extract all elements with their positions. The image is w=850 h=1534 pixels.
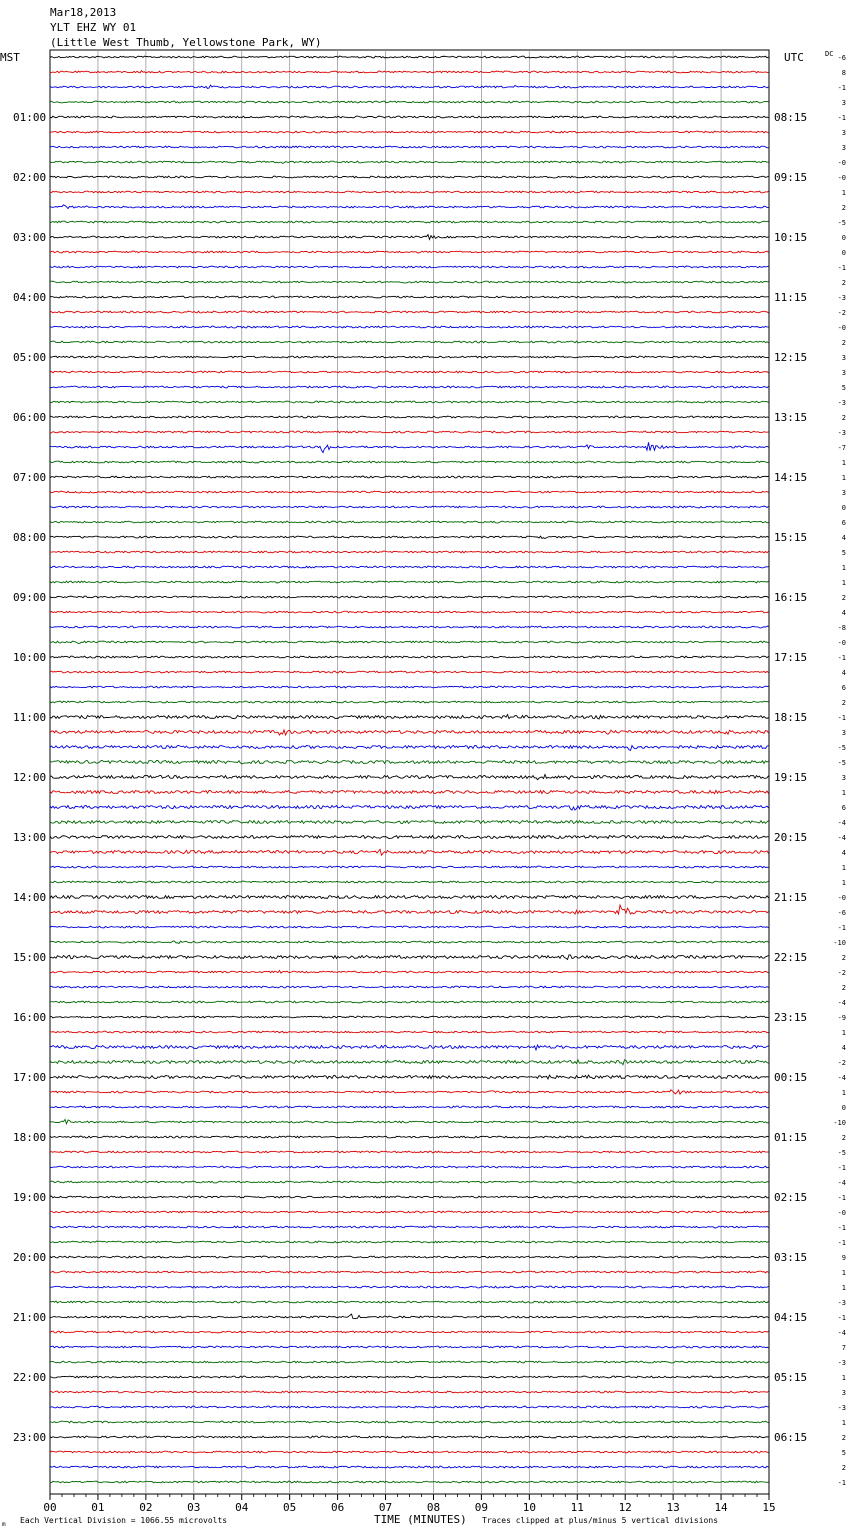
dc-offset-label: 1	[841, 789, 846, 797]
seismic-trace	[50, 161, 769, 163]
dc-offset-label: 3	[841, 354, 846, 362]
seismic-trace	[50, 1346, 769, 1348]
dc-offset-label: 4	[841, 669, 846, 677]
right-hour-label: 23:15	[774, 1011, 808, 1024]
x-axis-title: TIME (MINUTES)	[374, 1513, 467, 1526]
left-hour-label: 01:00	[13, 111, 47, 124]
x-tick-label: 05	[283, 1501, 297, 1514]
dc-offset-label: 5	[841, 384, 846, 392]
left-hour-label: 14:00	[13, 891, 47, 904]
dc-offset-label: 9	[841, 1254, 846, 1262]
seismic-trace	[50, 1016, 769, 1018]
right-hour-label: 01:15	[774, 1131, 808, 1144]
x-tick-label: 09	[474, 1501, 489, 1514]
dc-offset-label: 2	[841, 1434, 846, 1442]
right-hour-label: 21:15	[774, 891, 808, 904]
seismic-trace	[50, 551, 769, 553]
dc-offset-label: 1	[841, 1284, 846, 1292]
dc-offset-label: -1	[837, 84, 846, 92]
dc-offset-label: -4	[837, 1179, 846, 1187]
seismic-trace	[50, 266, 769, 268]
dc-offset-label: 6	[841, 519, 846, 527]
right-hour-label: 14:15	[774, 471, 808, 484]
vertical-scale-note: Each Vertical Division = 1066.55 microvolts	[20, 1516, 228, 1525]
seismic-trace	[50, 926, 769, 928]
dc-offset-label: -1	[837, 1164, 846, 1172]
dc-offset-label: 1	[841, 1089, 846, 1097]
x-axis	[43, 1494, 775, 1514]
left-hour-label: 17:00	[13, 1071, 47, 1084]
right-hour-label: 06:15	[774, 1431, 808, 1444]
seismic-trace	[50, 442, 769, 452]
dc-offset-label: 7	[841, 1344, 846, 1352]
seismic-trace	[50, 56, 769, 58]
dc-offset-label: -1	[837, 714, 846, 722]
x-tick-label: 12	[618, 1501, 632, 1514]
dc-offset-label: 2	[841, 414, 846, 422]
dc-offset-label: -9	[837, 1014, 846, 1022]
dc-offset-label: 3	[841, 144, 846, 152]
dc-offset-label: 4	[841, 849, 846, 857]
dc-offset-label: -3	[837, 1404, 846, 1412]
dc-offset-label: -1	[837, 1239, 846, 1247]
dc-offset-label: -1	[837, 654, 846, 662]
right-hour-label: 02:15	[774, 1191, 808, 1204]
seismic-trace	[50, 1001, 769, 1003]
right-hour-label: 03:15	[774, 1251, 808, 1264]
dc-offset-label: -3	[837, 294, 846, 302]
dc-offset-label: -1	[837, 924, 846, 932]
seismic-trace	[50, 821, 769, 824]
seismic-trace	[50, 461, 769, 463]
left-hour-label: 19:00	[13, 1191, 47, 1204]
dc-offset-label: 1	[841, 579, 846, 587]
seismic-trace	[50, 986, 769, 988]
chart-header	[0, 6, 833, 64]
dc-offset-label: -8	[837, 624, 846, 632]
dc-offset-label: -3	[837, 1299, 846, 1307]
dc-offset-label: -5	[837, 219, 846, 227]
x-tick-label: 00	[43, 1501, 57, 1514]
dc-offset-label: 1	[841, 1029, 846, 1037]
seismic-trace	[50, 506, 769, 508]
right-hour-label: 20:15	[774, 831, 808, 844]
left-hour-label: 07:00	[13, 471, 47, 484]
seismic-trace	[50, 1466, 769, 1468]
x-tick-label: 01	[91, 1501, 105, 1514]
seismic-trace	[50, 641, 769, 644]
seismic-trace	[50, 251, 769, 253]
seismic-trace	[50, 536, 769, 538]
seismic-trace	[50, 970, 769, 973]
seismic-trace	[50, 1391, 769, 1393]
x-tick-label: 14	[714, 1501, 728, 1514]
dc-offset-label: 1	[841, 564, 846, 572]
seismic-trace	[50, 371, 769, 373]
seismic-trace	[50, 356, 769, 358]
right-hour-label: 17:15	[774, 651, 808, 664]
dc-offset-label: 3	[841, 729, 846, 737]
dc-offset-label: -4	[837, 834, 846, 842]
x-tick-label: 15	[762, 1501, 776, 1514]
right-hour-label: 12:15	[774, 351, 808, 364]
dc-offset-label: 3	[841, 489, 846, 497]
seismic-trace	[50, 896, 769, 899]
right-timezone-label: UTC	[784, 51, 804, 64]
dc-offset-label: -0	[837, 1209, 846, 1217]
seismic-trace	[50, 1031, 769, 1033]
seismogram-traces	[50, 56, 769, 1483]
seismic-trace	[50, 1421, 769, 1423]
right-hour-label: 05:15	[774, 1371, 808, 1384]
left-hour-label: 11:00	[13, 711, 47, 724]
dc-offset-label: 8	[841, 69, 846, 77]
seismic-trace	[50, 656, 769, 658]
x-tick-label: 03	[187, 1501, 201, 1514]
seismic-trace	[50, 790, 769, 793]
clip-note: Traces clipped at plus/minus 5 vertical divisions	[482, 1516, 719, 1525]
left-hour-label: 03:00	[13, 231, 47, 244]
seismic-trace	[50, 326, 769, 328]
seismic-trace	[50, 221, 769, 223]
right-hour-labels	[774, 111, 807, 1444]
dc-offset-label: 0	[841, 504, 846, 512]
right-hour-label: 19:15	[774, 771, 808, 784]
dc-offset-label: -0	[837, 324, 846, 332]
left-hour-labels	[13, 111, 46, 1444]
dc-offset-label: 1	[841, 1374, 846, 1382]
chart-footer	[2, 1513, 718, 1528]
dc-offset-label: -3	[837, 1359, 846, 1367]
seismic-trace	[50, 774, 769, 779]
dc-offset-label: -10	[833, 1119, 846, 1127]
left-hour-label: 15:00	[13, 951, 47, 964]
dc-offset-label: 2	[841, 279, 846, 287]
right-hour-label: 00:15	[774, 1071, 808, 1084]
dc-offset-label: 2	[841, 954, 846, 962]
seismic-trace	[50, 1166, 769, 1168]
left-hour-label: 08:00	[13, 531, 47, 544]
seismic-trace	[50, 686, 769, 688]
dc-offset-label: 3	[841, 369, 846, 377]
seismic-trace	[50, 1376, 769, 1378]
right-hour-label: 18:15	[774, 711, 808, 724]
dc-offset-label: -6	[837, 909, 846, 917]
left-hour-label: 20:00	[13, 1251, 47, 1264]
dc-offset-label: 5	[841, 1449, 846, 1457]
dc-offset-label: 1	[841, 1419, 846, 1427]
dc-offset-label: -1	[837, 1194, 846, 1202]
seismic-trace	[50, 1151, 769, 1153]
seismic-trace	[50, 1286, 769, 1288]
dc-offset-label: 2	[841, 1134, 846, 1142]
seismic-trace	[50, 131, 769, 133]
seismic-trace	[50, 116, 769, 118]
dc-offset-label: 4	[841, 609, 846, 617]
dc-offset-label: 1	[841, 1269, 846, 1277]
dc-offset-label: 3	[841, 1389, 846, 1397]
dc-offset-label: 3	[841, 99, 846, 107]
dc-offset-label: -5	[837, 744, 846, 752]
dc-offset-label: 1	[841, 189, 846, 197]
dc-offset-label: -6	[837, 54, 846, 62]
seismic-trace	[50, 730, 769, 735]
left-hour-label: 16:00	[13, 1011, 47, 1024]
left-hour-label: 18:00	[13, 1131, 47, 1144]
seismic-trace	[50, 941, 769, 944]
seismic-trace	[50, 671, 769, 673]
chart-location: (Little West Thumb, Yellowstone Park, WY)	[50, 36, 322, 49]
left-hour-label: 04:00	[13, 291, 47, 304]
seismic-trace	[50, 1241, 769, 1243]
seismic-trace	[50, 296, 769, 298]
dc-offset-label: -1	[837, 1224, 846, 1232]
seismic-trace	[50, 566, 769, 568]
right-hour-label: 13:15	[774, 411, 808, 424]
seismic-trace	[50, 235, 769, 240]
dc-offset-label: 2	[841, 204, 846, 212]
dc-offset-label: -0	[837, 174, 846, 182]
right-hour-label: 16:15	[774, 591, 808, 604]
seismic-trace	[50, 71, 769, 73]
dc-offset-label: 4	[841, 534, 846, 542]
left-hour-label: 23:00	[13, 1431, 47, 1444]
left-hour-label: 12:00	[13, 771, 47, 784]
x-tick-label: 13	[666, 1501, 680, 1514]
left-hour-label: 13:00	[13, 831, 47, 844]
dc-offset-label: -4	[837, 999, 846, 1007]
seismic-trace	[50, 955, 769, 960]
dc-offset-label: -1	[837, 114, 846, 122]
seismic-trace	[50, 521, 769, 523]
chart-date: Mar18,2013	[50, 6, 117, 19]
seismic-trace	[50, 1090, 769, 1094]
x-tick-label: 08	[426, 1501, 441, 1514]
dc-offset-label: 1	[841, 459, 846, 467]
seismic-trace	[50, 341, 769, 343]
dc-offset-label: 2	[841, 339, 846, 347]
left-hour-label: 02:00	[13, 171, 47, 184]
dc-offset-label: 1	[841, 474, 846, 482]
x-tick-label: 10	[522, 1501, 536, 1514]
seismic-trace	[50, 1406, 769, 1408]
seismic-trace	[50, 836, 769, 839]
dc-offset-label: 2	[841, 699, 846, 707]
seismic-trace	[50, 761, 769, 764]
dc-offset-label: 3	[841, 129, 846, 137]
dc-offset-label: -1	[837, 1314, 846, 1322]
dc-offset-label: 3	[841, 774, 846, 782]
dc-offset-label: 0	[841, 249, 846, 257]
dc-offset-label: -1	[837, 264, 846, 272]
left-timezone-label: MST	[0, 51, 20, 64]
seismic-trace	[50, 311, 769, 313]
left-hour-label: 05:00	[13, 351, 47, 364]
footer-corner-mark: m	[2, 1521, 6, 1528]
seismic-trace	[50, 1136, 769, 1138]
seismic-trace	[50, 1075, 769, 1079]
seismic-trace	[50, 1331, 769, 1333]
dc-offset-label: -5	[837, 759, 846, 767]
seismic-trace	[50, 1436, 769, 1438]
dc-offset-label: -4	[837, 1329, 846, 1337]
seismic-trace	[50, 416, 769, 418]
seismic-trace	[50, 849, 769, 855]
dc-offset-label: 2	[841, 984, 846, 992]
right-hour-label: 09:15	[774, 171, 808, 184]
seismic-trace	[50, 101, 769, 103]
right-hour-label: 11:15	[774, 291, 808, 304]
dc-offset-label: 0	[841, 234, 846, 242]
dc-offset-label: -3	[837, 399, 846, 407]
left-hour-label: 06:00	[13, 411, 47, 424]
seismic-trace	[50, 1361, 769, 1363]
seismic-trace	[50, 85, 769, 88]
dc-offset-label: 2	[841, 1464, 846, 1472]
seismic-trace	[50, 1106, 769, 1108]
seismic-trace	[50, 401, 769, 403]
x-tick-label: 02	[139, 1501, 153, 1514]
x-tick-label: 04	[235, 1501, 249, 1514]
seismic-trace	[50, 905, 769, 914]
seismic-trace	[50, 1119, 769, 1123]
left-hour-label: 21:00	[13, 1311, 47, 1324]
seismic-trace	[50, 191, 769, 193]
dc-offset-label: -5	[837, 1149, 846, 1157]
seismic-trace	[50, 1481, 769, 1483]
dc-offset-label: 6	[841, 804, 846, 812]
seismic-trace	[50, 1271, 769, 1273]
left-hour-label: 09:00	[13, 591, 47, 604]
dc-offset-label: 6	[841, 684, 846, 692]
seismic-trace	[50, 1256, 769, 1258]
dc-offset-label: -10	[833, 939, 846, 947]
seismic-trace	[50, 746, 769, 751]
seismic-trace	[50, 1060, 769, 1065]
seismic-trace	[50, 205, 769, 209]
dc-offset-label: 2	[841, 594, 846, 602]
dc-offset-label: -4	[837, 1074, 846, 1082]
x-tick-label: 07	[378, 1501, 393, 1514]
right-hour-label: 04:15	[774, 1311, 808, 1324]
seismic-trace	[50, 146, 769, 148]
dc-offset-label: -3	[837, 429, 846, 437]
seismic-trace	[50, 476, 769, 478]
dc-offset-label: 1	[841, 864, 846, 872]
dc-offset-label: -1	[837, 1479, 846, 1487]
seismic-trace	[50, 281, 769, 283]
seismic-trace	[50, 866, 769, 868]
seismic-trace	[50, 491, 769, 493]
dc-offset-label: 1	[841, 879, 846, 887]
dc-offset-label: -2	[837, 309, 846, 317]
dc-offset-label: 4	[841, 1044, 846, 1052]
right-hour-label: 22:15	[774, 951, 808, 964]
seismic-trace	[50, 1196, 769, 1198]
seismic-trace	[50, 715, 769, 719]
seismic-trace	[50, 611, 769, 613]
seismic-trace	[50, 431, 769, 433]
seismic-trace	[50, 1211, 769, 1213]
seismic-trace	[50, 596, 769, 598]
left-hour-label: 22:00	[13, 1371, 47, 1384]
seismic-trace	[50, 1301, 769, 1303]
seismic-trace	[50, 1181, 769, 1183]
seismic-trace	[50, 701, 769, 703]
x-tick-label: 06	[330, 1501, 345, 1514]
dc-offset-header: DC	[825, 50, 834, 58]
right-hour-label: 15:15	[774, 531, 808, 544]
seismic-trace	[50, 1314, 769, 1318]
right-hour-label: 10:15	[774, 231, 808, 244]
seismic-trace	[50, 386, 769, 388]
seismic-trace	[50, 1226, 769, 1228]
dc-offset-label: 5	[841, 549, 846, 557]
dc-offset-label: -4	[837, 819, 846, 827]
right-hour-label: 08:15	[774, 111, 808, 124]
dc-offset-label: 0	[841, 1104, 846, 1112]
dc-offset-label: -0	[837, 894, 846, 902]
seismic-trace	[50, 805, 769, 810]
seismic-trace	[50, 1451, 769, 1453]
dc-offset-label: -2	[837, 969, 846, 977]
dc-offset-label: -2	[837, 1059, 846, 1067]
seismic-trace	[50, 881, 769, 883]
seismic-trace	[50, 176, 769, 178]
left-hour-label: 10:00	[13, 651, 47, 664]
chart-station-title: YLT EHZ WY 01	[50, 21, 137, 34]
dc-offset-labels	[833, 54, 846, 1487]
seismic-trace	[50, 581, 769, 583]
dc-offset-label: -0	[837, 159, 846, 167]
dc-offset-label: -7	[837, 444, 846, 452]
seismic-trace	[50, 1045, 769, 1050]
x-tick-label: 11	[570, 1501, 584, 1514]
dc-offset-label: -0	[837, 639, 846, 647]
seismic-trace	[50, 626, 769, 628]
